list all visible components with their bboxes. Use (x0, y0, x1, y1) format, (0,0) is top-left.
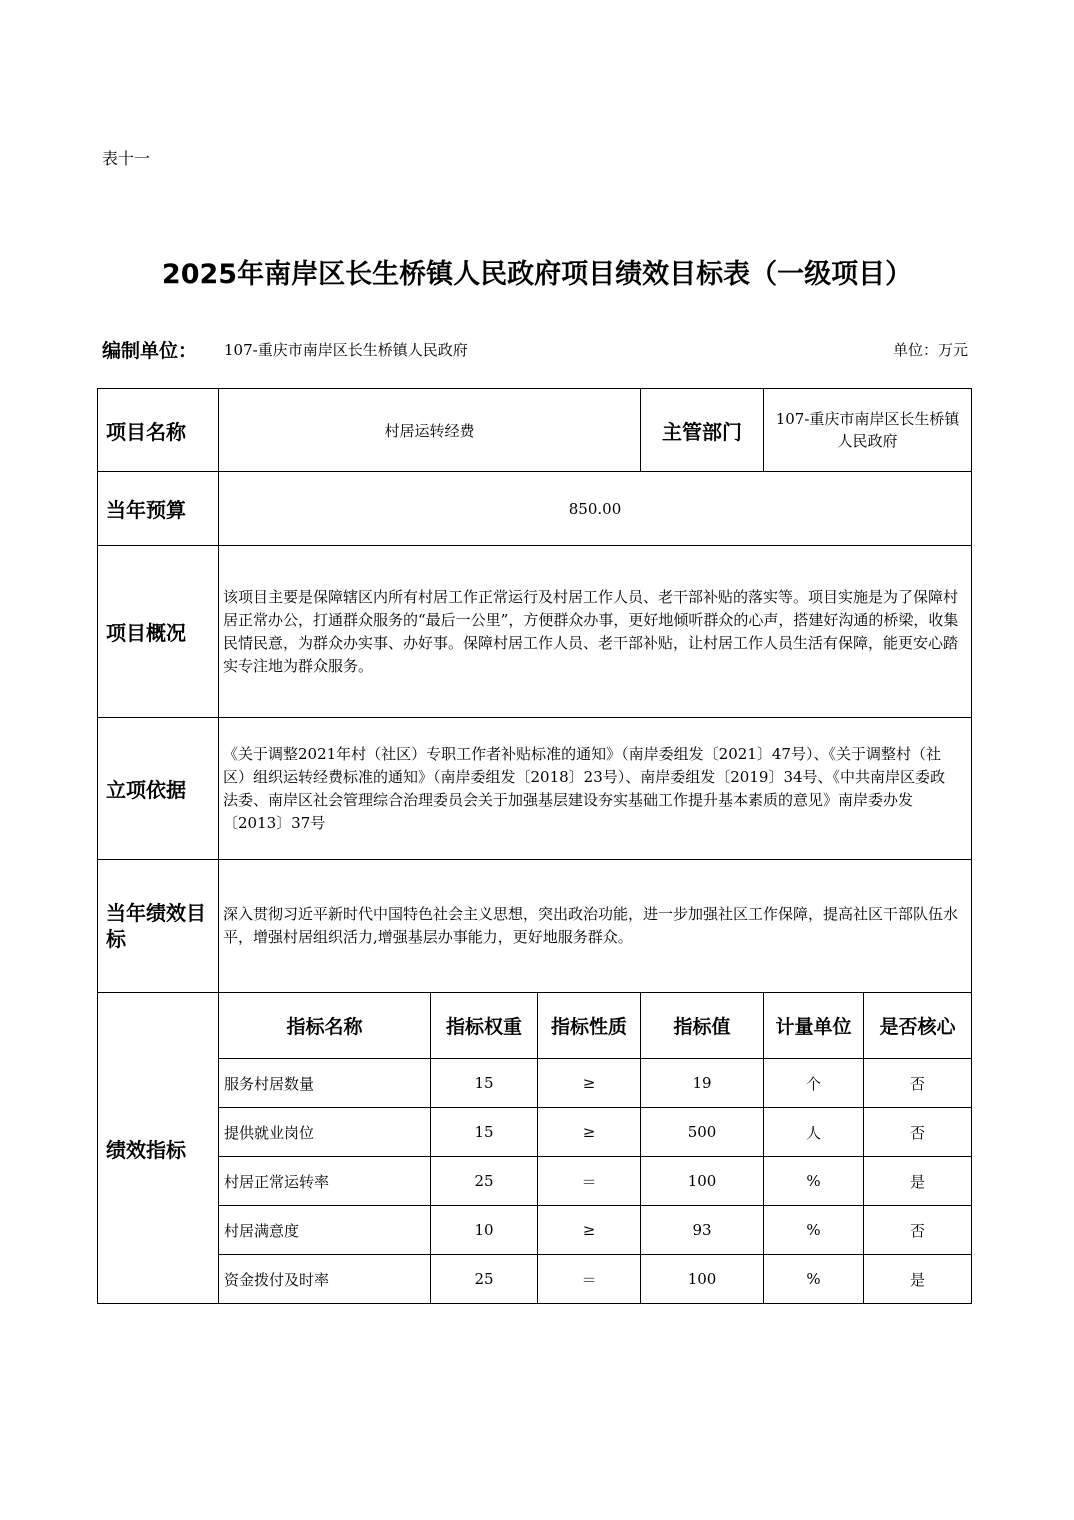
kpi-weight: 15 (431, 1059, 538, 1108)
kpi-header-core: 是否核心 (864, 993, 972, 1059)
dept-label: 主管部门 (641, 389, 764, 472)
kpi-label: 绩效指标 (98, 993, 219, 1304)
kpi-name: 资金拨付及时率 (219, 1255, 431, 1304)
budget-row (98, 472, 972, 546)
table-row (98, 1157, 972, 1206)
kpi-header-unit: 计量单位 (764, 993, 864, 1059)
overview-row (98, 546, 972, 718)
basis-value: 《关于调整2021年村（社区）专职工作者补贴标准的通知》（南岸委组发〔2021〕47号）、《关于调整村（社区）组织运转经费标准的通知》（南岸委组发〔2018〕23号）、南岸委组发〔2019〕34号、《中共南岸区委政法委、南岸区社会管理综合治理委员会关于加强基层建设夯实基础工作提升基本素质的意见》南岸委办发〔2013〕37号 (219, 718, 972, 860)
kpi-value: 100 (641, 1255, 764, 1304)
project-name-row (98, 389, 972, 472)
kpi-unit: % (764, 1206, 864, 1255)
goal-row (98, 860, 972, 993)
kpi-nature: ≥ (538, 1059, 641, 1108)
table-row (98, 1206, 972, 1255)
goal-value: 深入贯彻习近平新时代中国特色社会主义思想，突出政治功能，进一步加强社区工作保障，提高社区干部队伍水平，增强村居组织活力,增强基层办事能力，更好地服务群众。 (219, 860, 972, 993)
org-value: 107-重庆市南岸区长生桥镇人民政府 (224, 341, 468, 359)
budget-label: 当年预算 (98, 472, 219, 546)
project-name-value: 村居运转经费 (219, 389, 641, 472)
kpi-header-weight: 指标权重 (431, 993, 538, 1059)
goal-label: 当年绩效目标 (98, 860, 219, 993)
kpi-value: 500 (641, 1108, 764, 1157)
kpi-nature: ＝ (538, 1255, 641, 1304)
unit-label: 单位：万元 (892, 341, 968, 359)
kpi-name: 服务村居数量 (219, 1059, 431, 1108)
budget-value: 850.00 (219, 472, 972, 546)
kpi-unit: % (764, 1255, 864, 1304)
kpi-weight: 10 (431, 1206, 538, 1255)
kpi-unit: % (764, 1157, 864, 1206)
kpi-core: 否 (864, 1206, 972, 1255)
org-label: 编制单位： (102, 340, 198, 362)
table-row (98, 1108, 972, 1157)
kpi-value: 93 (641, 1206, 764, 1255)
kpi-core: 否 (864, 1108, 972, 1157)
kpi-name: 村居满意度 (219, 1206, 431, 1255)
kpi-core: 是 (864, 1255, 972, 1304)
kpi-core: 否 (864, 1059, 972, 1108)
table-row (98, 1059, 972, 1108)
overview-value: 该项目主要是保障辖区内所有村居工作正常运行及村居工作人员、老干部补贴的落实等。项目实施是为了保障村居正常办公，打通群众服务的“最后一公里”，方便群众办事，更好地倾听群众的心声，搭建好沟通的桥梁，收集民情民意，为群众办实事、办好事。保障村居工作人员、老干部补贴，让村居工作人员生活有保障，能更安心踏实专注地为群众服务。 (219, 546, 972, 718)
kpi-nature: ＝ (538, 1157, 641, 1206)
kpi-header-nature: 指标性质 (538, 993, 641, 1059)
kpi-name: 提供就业岗位 (219, 1108, 431, 1157)
table-number: 表十一 (102, 149, 151, 168)
basis-label: 立项依据 (98, 718, 219, 860)
dept-value: 107-重庆市南岸区长生桥镇人民政府 (764, 389, 972, 472)
kpi-nature: ≥ (538, 1206, 641, 1255)
table-row (98, 1255, 972, 1304)
project-name-label: 项目名称 (98, 389, 219, 472)
kpi-value: 19 (641, 1059, 764, 1108)
kpi-header-value: 指标值 (641, 993, 764, 1059)
overview-label: 项目概况 (98, 546, 219, 718)
basis-row (98, 718, 972, 860)
kpi-header-name: 指标名称 (219, 993, 431, 1059)
performance-table (97, 388, 972, 1304)
kpi-unit: 人 (764, 1108, 864, 1157)
kpi-nature: ≥ (538, 1108, 641, 1157)
kpi-name: 村居正常运转率 (219, 1157, 431, 1206)
page-title: 2025年南岸区长生桥镇人民政府项目绩效目标表（一级项目） (161, 259, 913, 290)
kpi-weight: 25 (431, 1157, 538, 1206)
kpi-unit: 个 (764, 1059, 864, 1108)
kpi-value: 100 (641, 1157, 764, 1206)
kpi-weight: 15 (431, 1108, 538, 1157)
kpi-weight: 25 (431, 1255, 538, 1304)
org-row (102, 336, 968, 362)
kpi-header-row (98, 993, 972, 1059)
kpi-core: 是 (864, 1157, 972, 1206)
